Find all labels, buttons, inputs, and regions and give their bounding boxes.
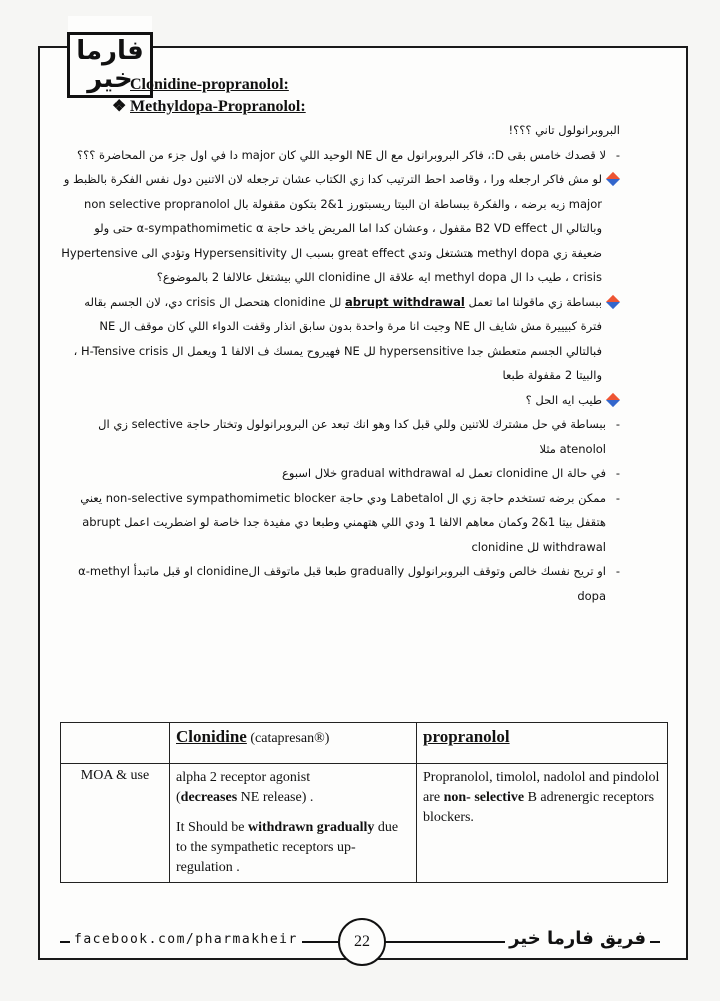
- row-label: MOA & use: [61, 764, 170, 883]
- heading-methyldopa-propranolol: ❖ Methyldopa-Propranolol:: [112, 96, 306, 118]
- heading-clonidine-propranolol: Clonidine-propranolol:: [130, 76, 289, 93]
- bullet-4: - ممكن برضه تستخدم حاجة زي ال Labetalol ودي حاجة non-selective sympathomimetic blocker يعني هتقفل بيتا 1&2 وكمان معاهم الالفا 1 ودي اللي هتهمني وطبعا دي مفيدة جدا خاصة لو اضطريت اعمل abrupt withdrawal لل clonidine: [60, 486, 620, 560]
- question-line: البروبرانولول تاني ؟؟؟!: [508, 123, 620, 137]
- clonidine-cell: alpha 2 receptor agonist (decreases NE release) . It Should be withdrawn gradually due to the sympathetic receptors up-regulation .: [170, 764, 417, 883]
- logo-mark: فارما خير: [67, 32, 153, 98]
- paragraph-1: لو مش فاكر ارجعله ورا ، وقاصد احط الترتيب كدا زي الكتاب عشان ترجعله لان الاتنين دول نفس الفكرة بالظبط و major زيه برضه ، والفكرة ببساطة ان البيتا ريسبتورز 1&2 بتكون مقفولة بال non selective propranolol وبالتالي ال B2 VD effect مقفول ، وعشان كدا اما المريض ياخد حاجة α-sympathomimetic α حتى ولو ضعيفة زي methyl dopa هتشتغل وتدي great effect بسبب ال Hypersensitivity وتؤدي الى Hypertensive crisis ، طيب دا ال methyl dopa ايه علاقة ال clonidine اللي بيشتغل عالالفا 2 بالموضوع؟: [60, 167, 620, 290]
- propranolol-header: propranolol: [417, 723, 668, 764]
- arabic-body: [60, 118, 620, 608]
- paragraph-2: ببساطة زي ماقولنا اما تعمل abrupt withdrawal لل clonidine هتحصل ال crisis دي، لان الجسم بقاله فترة كبيييرة مش شايف ال NE وجيت انا مرة واحدة بدون سابق انذار وقفت الدواء اللي كان موقف ال NE فبالتالي الجسم متعطش جدا hypersensitive لل NE فهيروح يمسك ف الالفا 1 ويعمل ال H-Tensive crisis ، والبيتا 2 مقفولة طبعا: [60, 290, 620, 388]
- propranolol-cell: Propranolol, timolol, nadolol and pindolol are non- selective B adrenergic receptors blockers.: [417, 764, 668, 883]
- bullet-1: - لا قصدك خامس بقى D:، فاكر البروبرانول مع ال NE الوحيد اللي كان major دا في اول جزء من المحاضرة ؟؟؟: [60, 143, 620, 168]
- page-number: 22: [338, 918, 386, 966]
- paragraph-3: طيب ايه الحل ؟: [60, 388, 620, 413]
- table-header-row: [61, 723, 668, 764]
- bullet-2: - ببساطة في حل مشترك للاتنين وللي قبل كدا وهو انك تبعد عن البروبرانولول وتختار حاجة selective زي ال atenolol مثلا: [60, 412, 620, 461]
- footer-team: فريق فارما خير: [505, 928, 650, 949]
- bullet-5: - او تريح نفسك خالص وتوقف البروبرانولول gradually طبعا قبل ماتوقف الclonidine او قبل ماتبدأ α-methyl dopa: [60, 559, 620, 608]
- bullet-3: - في حالة ال clonidine تعمل له gradual withdrawal خلال اسبوع: [60, 461, 620, 486]
- clonidine-header: Clonidine (catapresan®): [170, 723, 417, 764]
- section-headings: [112, 74, 306, 118]
- comparison-table: [60, 722, 668, 883]
- table-corner: [61, 723, 170, 764]
- table-row: [61, 764, 668, 883]
- diamond-bullet-icon: ❖: [112, 98, 127, 115]
- footer-url[interactable]: facebook.com/pharmakheir: [70, 932, 302, 947]
